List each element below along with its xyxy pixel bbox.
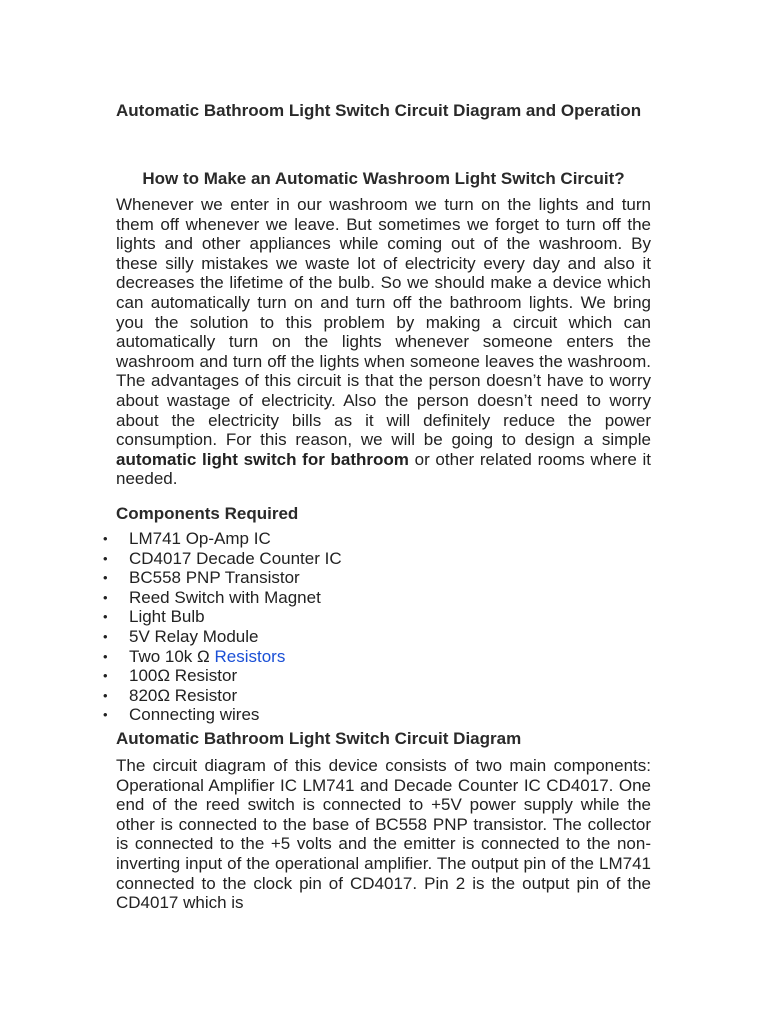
list-item-text: 5V Relay Module <box>129 626 259 646</box>
intro-text-before: Whenever we enter in our washroom we turn on the lights and turn them off whenever we leave. But sometimes we forget to turn off the lights and other appliances while coming out of the washroom. By these silly mistakes we waste lot of electricity every day and also it decreases the lifetime of the bulb. So we should make a device which can automatically turn on and turn off the bathroom lights. We bring you the solution to this problem by making a circuit which can automatically turn on the lights whenever someone enters the washroom and turn off the lights when someone leaves the washroom. The advantages of this circuit is that the person doesn’t have to worry about wastage of electricity. Also the person doesn’t need to worry about the electricity bills as it will definitely reduce the power consumption. For this reason, we will be going to design a simple <box>116 195 651 450</box>
list-item-text: 100Ω Resistor <box>129 666 238 686</box>
intro-paragraph <box>116 195 651 489</box>
list-item <box>103 705 342 725</box>
list-item <box>103 626 342 647</box>
components-heading: Components Required <box>116 504 299 523</box>
list-item-text: Light Bulb <box>129 607 205 627</box>
list-item-text: Connecting wires <box>129 705 260 725</box>
howto-heading: How to Make an Automatic Washroom Light Switch Circuit? <box>142 169 625 188</box>
bullet-icon: • <box>103 570 108 586</box>
intro-text-after: or other related rooms where it needed. <box>116 449 651 489</box>
bullet-icon: • <box>103 531 108 546</box>
list-item-text: CD4017 Decade Counter IC <box>129 548 342 568</box>
list-item <box>103 607 342 627</box>
list-item <box>103 587 342 608</box>
bullet-icon: • <box>103 609 108 625</box>
list-item-text: BC558 PNP Transistor <box>129 568 300 588</box>
resistors-link[interactable]: Resistors <box>214 646 286 666</box>
list-item <box>103 529 342 549</box>
list-item-text: Reed Switch with Magnet <box>129 587 321 607</box>
bullet-icon: • <box>103 589 108 605</box>
list-item <box>103 568 342 588</box>
diagram-heading: Automatic Bathroom Light Switch Circuit Diagram <box>116 729 522 748</box>
page-title: Automatic Bathroom Light Switch Circuit Diagram and Operation <box>116 101 642 120</box>
bullet-icon: • <box>103 550 108 566</box>
diagram-paragraph: The circuit diagram of this device consists of two main components: Operational Amplifier IC LM741 and Decade Counter IC CD4017. One end of the reed switch is connected to +5V power supply while the other is connected to the base of BC558 PNP transistor. The collector is connected to the +5 volts and the emitter is connected to the non-inverting input of the operational amplifier. The output pin of the LM741 connected to the clock pin of CD4017. Pin 2 is the output pin of the CD4017 which is <box>116 756 651 913</box>
list-item-text: LM741 Op-Amp IC <box>129 529 271 548</box>
bullet-icon: • <box>103 707 108 723</box>
list-item <box>103 685 342 706</box>
list-item <box>103 548 342 569</box>
bullet-icon: • <box>103 628 108 644</box>
components-list <box>103 529 342 725</box>
bullet-icon: • <box>103 648 108 664</box>
list-item <box>103 646 342 667</box>
list-item-text: Two 10k Ω <box>129 646 215 666</box>
list-item-text: 820Ω Resistor <box>129 685 238 705</box>
bullet-icon: • <box>103 687 108 703</box>
bullet-icon: • <box>103 668 108 684</box>
intro-bold-text: automatic light switch for bathroom <box>116 449 409 469</box>
list-item <box>103 666 342 686</box>
